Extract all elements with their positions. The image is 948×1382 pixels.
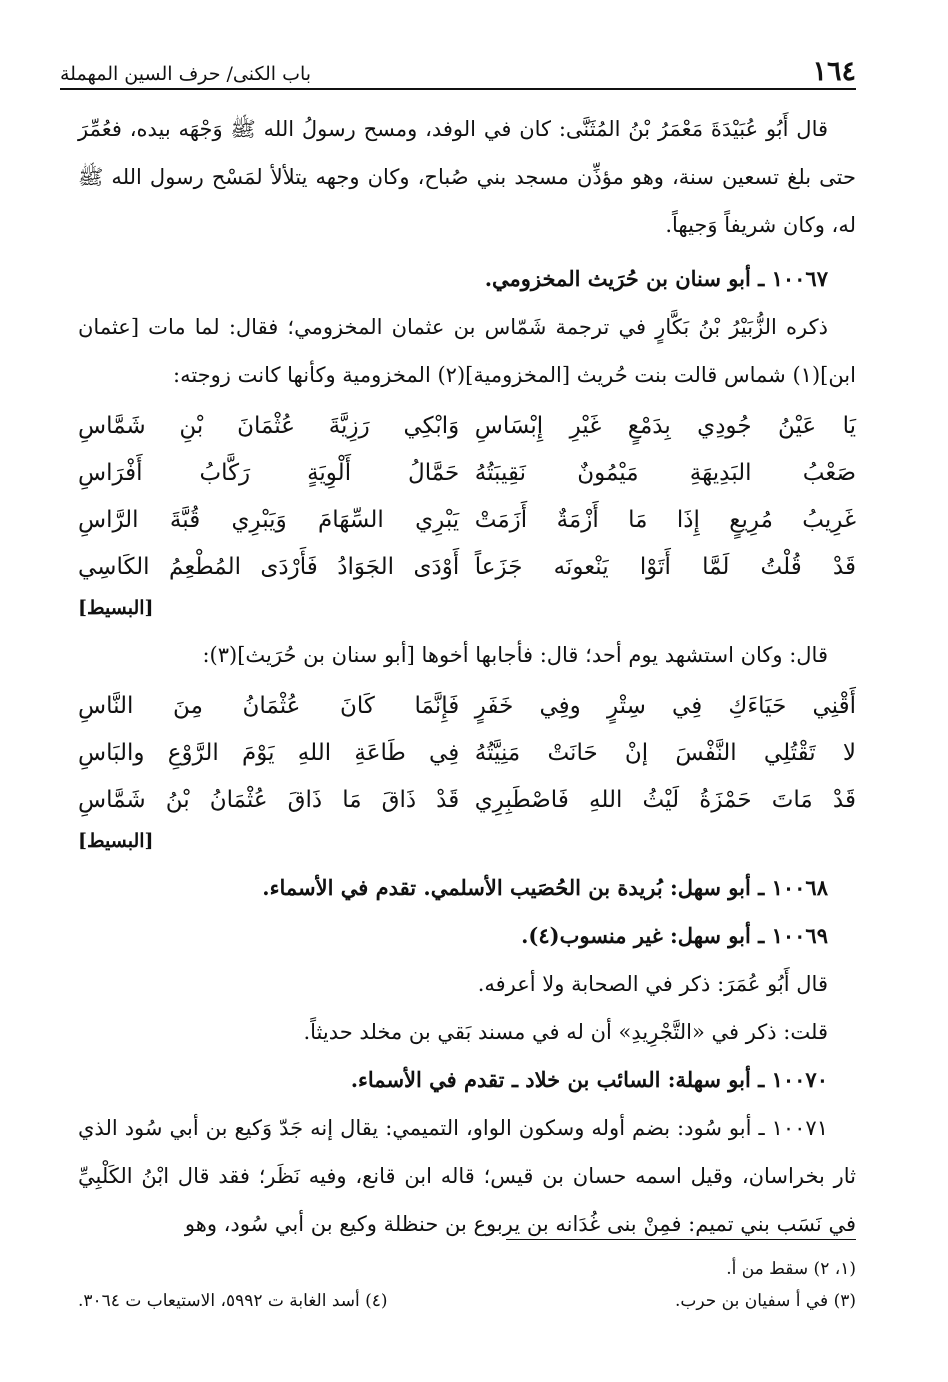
verse-first-hemistich: قَدْ قُلْتُ لَمَّا أَتَوْا يَنْعونَه جَزَعاً bbox=[474, 554, 856, 580]
verse-second-hemistich: قَدْ ذَاقَ مَا ذَاقَ عُثْمَانُ بْنُ شَمَّاسِ bbox=[78, 787, 460, 813]
verse-second-hemistich: يَبْرِي السِّهَامَ وَيَبْرِي قُبَّةَ الرَّاسِ bbox=[78, 507, 460, 533]
paragraph-reply: قال: وكان استشهد يوم أحد؛ قال: فأجابها أخوها [أبو سنان بن حُرَيث](٣): bbox=[202, 643, 828, 667]
page-header bbox=[60, 52, 856, 90]
verse-line bbox=[78, 777, 856, 824]
verse-second-hemistich: فَإِنَّمَا كَانَ عُثْمَانُ مِنَ النَّاسِ bbox=[78, 693, 460, 719]
poem-2 bbox=[78, 683, 856, 858]
entry-10068: ١٠٠٦٨ ـ أبو سهل: بُريدة بن الحُصَيب الأسلمي. تقدم في الأسماء. bbox=[262, 875, 828, 900]
running-head: باب الكنى/ حرف السين المهملة bbox=[60, 63, 312, 85]
poem-1 bbox=[78, 403, 856, 625]
verse-second-hemistich: حَمَّالُ أَلْوِيَةٍ رَكَّابُ أَفْرَاسِ bbox=[78, 460, 460, 486]
footnote-4: (٤) أسد الغابة ت ٥٩٩٢، الاستيعاب ت ٣٠٦٤. bbox=[78, 1291, 388, 1311]
meter-label: [البسيط] bbox=[78, 830, 154, 852]
entry-10071: ١٠٠٧١ ـ أبو سُود: بضم أوله وسكون الواو، التميمي: يقال إنه جَدّ وَكيع بن أبي سُود الذي ثار بخراسان، وقيل اسمه حسان بن قيس؛ قاله ابن قانع، وفيه نَظَر؛ فقد قال ابْنُ الكَلْبِيِّ في نَسَب بني تميم: فمِنْ بنى غُدَانه بن يربوع بن حنظلة وكيع بن أبي سُود، وهو bbox=[78, 1116, 856, 1236]
paragraph-zubayr: ذكره الزُّبَيْرُ بْنُ بَكَّارٍ في ترجمة شَمّاس بن عثمان المخزومي؛ فقال: لما مات [عثمان ابن](١) شماس قالت بنت حُريث [المخزومية](٢) المخزومية وكأنها كانت زوجته: bbox=[78, 315, 856, 387]
footnote-divider bbox=[506, 1239, 856, 1240]
verse-second-hemistich: أَوْدَى الجَوَادُ فَأَرْدَى المُطْعِمُ الكَاسِي bbox=[78, 554, 460, 580]
verse-line bbox=[78, 497, 856, 544]
verse-line bbox=[78, 730, 856, 777]
entry-10069: ١٠٠٦٩ ـ أبو سهل: غير منسوب(٤). bbox=[521, 923, 828, 948]
verse-first-hemistich: صَعْبُ البَدِيهَةِ مَيْمُونٌ نَقِيبَتُهُ bbox=[474, 460, 856, 486]
verse-line bbox=[78, 403, 856, 450]
footnote-1-2: (١، ٢) سقط من أ. bbox=[726, 1259, 856, 1279]
verse-first-hemistich: أَقْنِي حَيَاءَكِ فِي سِتْرٍ وفِي خَفَرٍ bbox=[474, 693, 856, 719]
paragraph-abu-ubayda: قال أَبُو عُبَيْدَةَ مَعْمَرُ بْنُ المُثَنَّى: كان في الوفد، ومسح رسولُ الله ﷺ وَجْهَه بيده، فعُمِّرَ حتى بلغ تسعين سنة، وهو مؤذِّن مسجد بني صُباح، وكان وجهه يتلألأ لمَسْح رسول الله ﷺ له، وكان شريفاً وَجيهاً. bbox=[78, 117, 856, 237]
verse-line bbox=[78, 544, 856, 591]
verse-first-hemistich: غَرِيبُ مُرِيعٍ إِذَا مَا أَزْمَةٌ أَزَمَتْ bbox=[474, 507, 856, 533]
verse-line bbox=[78, 683, 856, 730]
verse-first-hemistich: لا تَقْتُلِي النَّفْسَ إنْ حَانَتْ مَنِيَّتُهُ bbox=[474, 740, 856, 766]
entry-10067-heading: ١٠٠٦٧ ـ أبو سنان بن حُرَيث المخزومي. bbox=[484, 266, 828, 291]
verse-line bbox=[78, 450, 856, 497]
verse-first-hemistich: قَدْ مَاتَ حَمْزَةُ لَيْثُ اللهِ فَاصْطَبِرِي bbox=[474, 787, 856, 813]
meter-label: [البسيط] bbox=[78, 597, 154, 619]
paragraph-tajrid: قلت: ذكر في «التَّجْرِيدِ» أن له في مسند بَقي بن مخلد حديثاً. bbox=[303, 1020, 828, 1044]
footnote-3: (٣) في أ سفيان بن حرب. bbox=[674, 1291, 856, 1311]
page-number: ١٦٤ bbox=[812, 56, 856, 87]
entry-10070: ١٠٠٧٠ ـ أبو سهلة: السائب بن خلاد ـ تقدم في الأسماء. bbox=[350, 1067, 828, 1092]
verse-first-hemistich: يَا عَيْنُ جُودِي بِدَمْعٍ غَيْرِ إِبْسَاسِ bbox=[474, 413, 856, 439]
verse-second-hemistich: وَابْكِي رَزِيَّةَ عُثْمَانَ بْنِ شَمَّاسِ bbox=[78, 413, 460, 439]
paragraph-abu-umar: قال أَبُو عُمَرَ: ذكر في الصحابة ولا أعرفه. bbox=[477, 972, 828, 996]
page-body bbox=[78, 105, 856, 1248]
footnotes bbox=[78, 1253, 856, 1317]
footnote-row bbox=[78, 1285, 856, 1317]
verse-second-hemistich: فِي طَاعَةِ اللهِ يَوْمَ الرَّوْعِ والبَاسِ bbox=[78, 740, 460, 766]
